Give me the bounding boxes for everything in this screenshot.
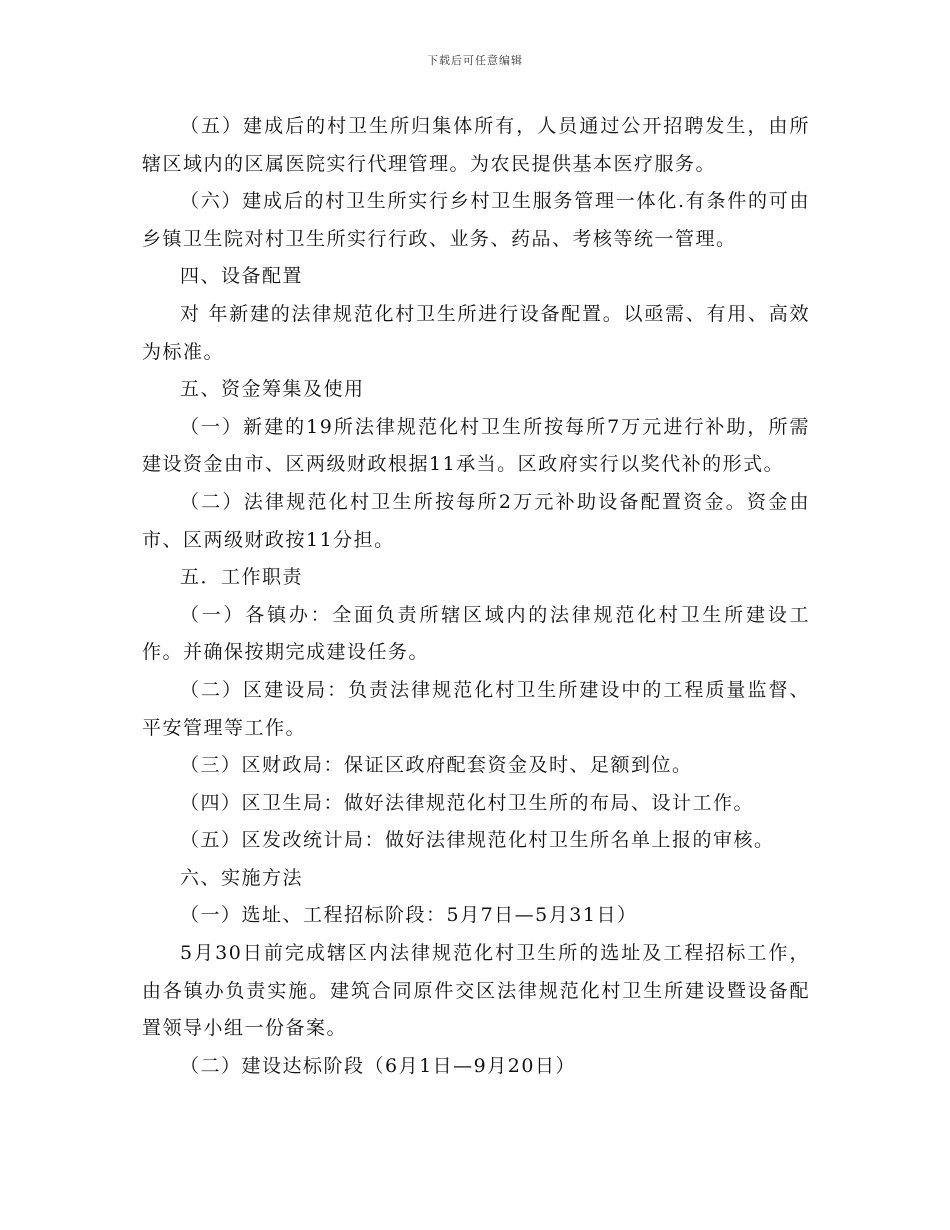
document-body	[142, 108, 810, 1085]
paragraph: （一）各镇办：全面负责所辖区域内的法律规范化村卫生所建设工作。并确保按期完成建设任务。	[142, 603, 810, 664]
paragraph: 5月30日前完成辖区内法律规范化村卫生所的选址及工程招标工作，由各镇办负责实施。建筑合同原件交区法律规范化村卫生所建设暨设备配置领导小组一份备案。	[142, 942, 810, 1040]
paragraph: （二）建设达标阶段（6月1日—9月20日）	[180, 1054, 576, 1077]
section-heading: 四、设备配置	[180, 265, 304, 288]
section-heading: 五、资金筹集及使用	[180, 378, 365, 401]
paragraph: （六）建成后的村卫生所实行乡村卫生服务管理一体化.有条件的可由乡镇卫生院对村卫生所实行行政、业务、药品、考核等统一管理。	[142, 190, 810, 250]
paragraph: （三）区财政局：保证区政府配套资金及时、足额到位。	[180, 754, 693, 777]
section-heading: 六、实施方法	[180, 866, 304, 889]
paragraph: 对 年新建的法律规范化村卫生所进行设备配置。以亟需、有用、高效为标准。	[142, 302, 810, 363]
paragraph: （一）选址、工程招标阶段：5月7日—5月31日）	[180, 904, 638, 927]
page-header: 下载后可任意编辑	[427, 54, 523, 67]
section-heading: 五．工作职责	[180, 566, 304, 589]
paragraph: （五）区发改统计局：做好法律规范化村卫生所名单上报的审核。	[180, 829, 775, 852]
paragraph: （四）区卫生局：做好法律规范化村卫生所的布局、设计工作。	[180, 791, 755, 814]
paragraph: （五）建成后的村卫生所归集体所有，人员通过公开招聘发生，由所辖区域内的区属医院实行代理管理。为农民提供基本医疗服务。	[142, 115, 810, 175]
paragraph: （二）区建设局：负责法律规范化村卫生所建设中的工程质量监督、平安管理等工作。	[142, 678, 810, 739]
paragraph: （一）新建的19所法律规范化村卫生所按每所7万元进行补助，所需建设资金由市、区两级财政根据11承当。区政府实行以奖代补的形式。	[142, 415, 810, 476]
paragraph: （二）法律规范化村卫生所按每所2万元补助设备配置资金。资金由市、区两级财政按11分担。	[142, 490, 810, 551]
